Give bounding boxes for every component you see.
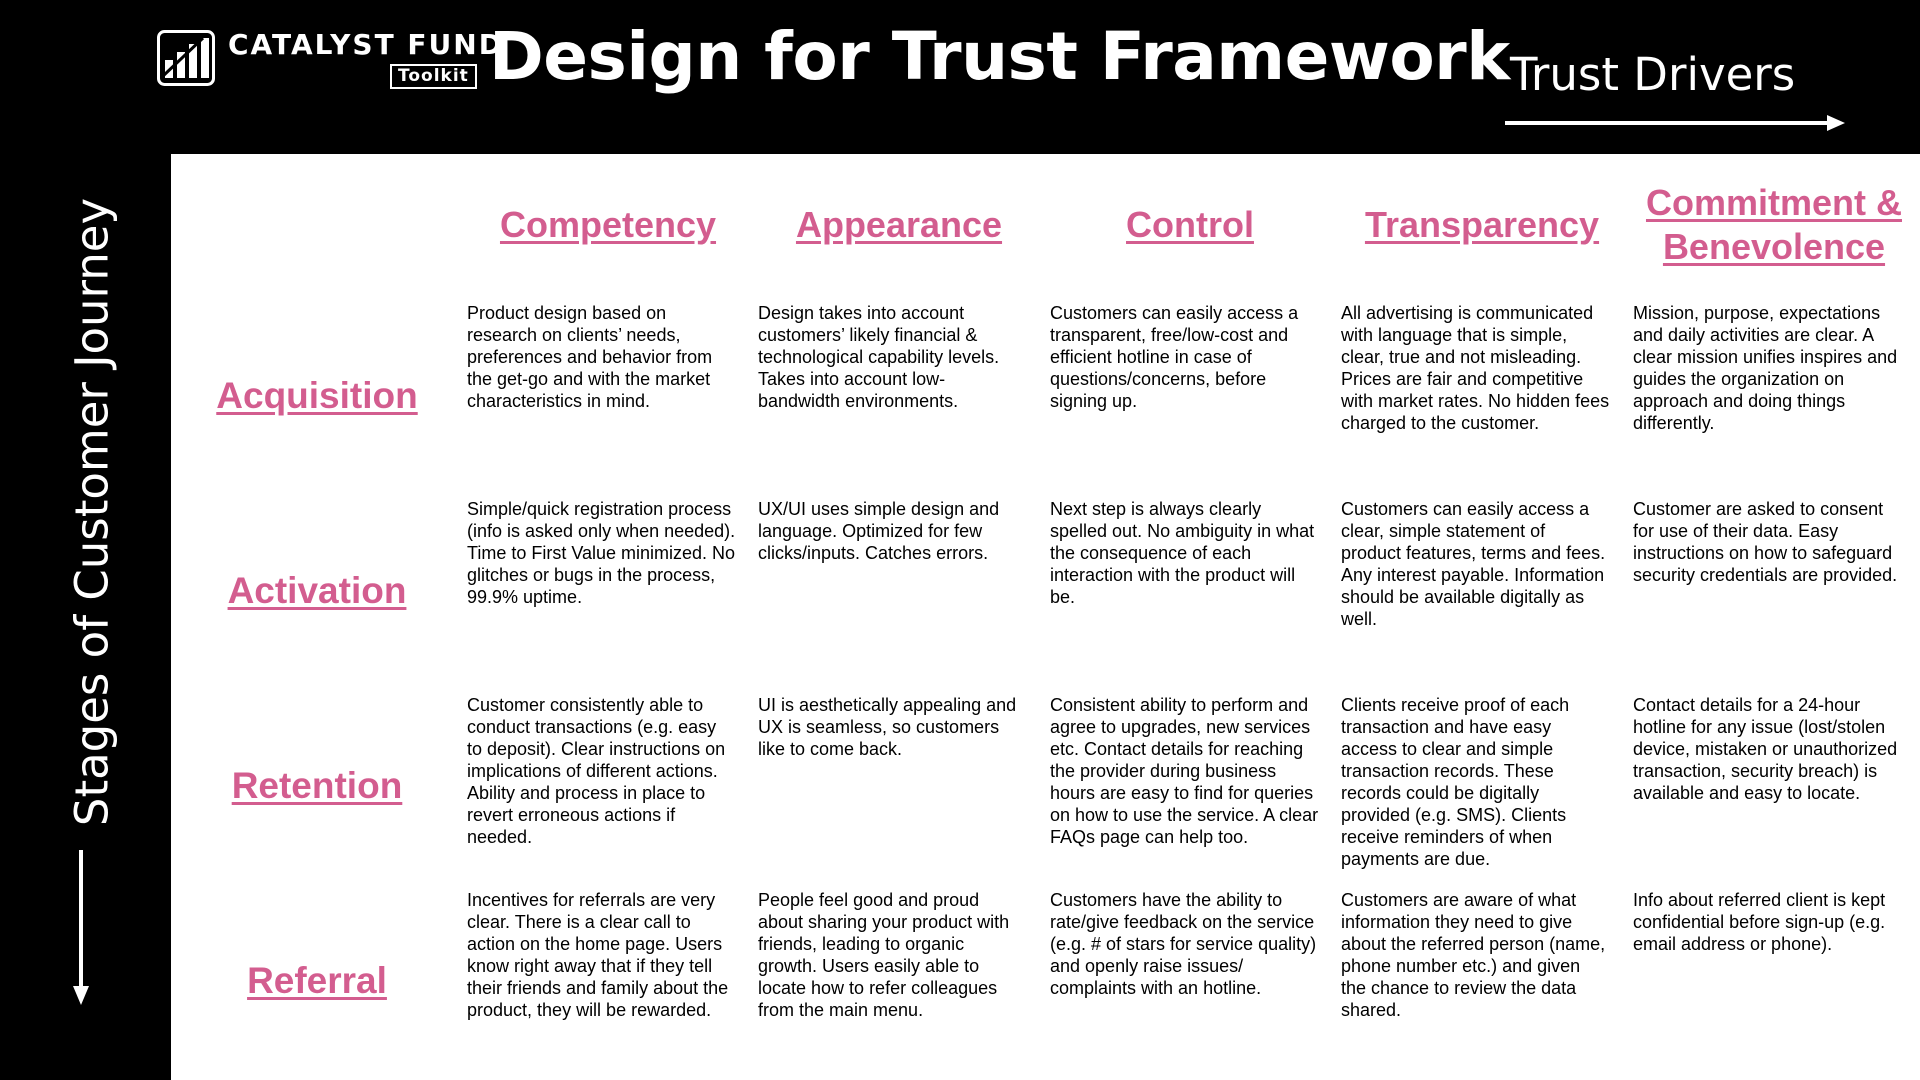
page-title: Design for Trust Framework [489,18,1510,95]
grid-cell: Simple/quick registration process (info is asked only when needed). Time to First Value minimized. No glitches or bugs in the process, 99.9% uptime. [467,499,736,607]
grid-cell: Clients receive proof of each transaction and have easy access to clear and simple transaction records. These records could be digitally provided (e.g. SMS). Clients receive reminders of when payments are due. [1341,695,1570,869]
grid-cell: Product design based on research on clients’ needs, preferences and behavior from the get-go and with the market characteristics in mind. [467,303,713,411]
catalyst-fund-logo [157,28,504,90]
logo-wordmark: CATALYST FUND [228,28,504,61]
grid-cell: UI is aesthetically appealing and UX is seamless, so customers like to come back. [758,695,1017,759]
row-header-activation[interactable]: Activation [227,570,407,611]
stages-of-customer-journey-label: Stages of Customer Journey [65,197,119,827]
logo-mark-icon [157,30,215,86]
column-header-competency[interactable]: Competency [499,204,717,245]
grid-cell: Design takes into account customers’ likely financial & technological capability levels. Takes into account low- bandwidth environments. [758,303,1000,411]
grid-cell: Incentives for referrals are very clear. There is a clear call to action on the home page. Users know right away that if they tell their friends and family about the product, they will be rewarded. [467,890,729,1020]
grid-cell: Customer are asked to consent for use of their data. Easy instructions on how to safeguard security credentials are provided. [1633,499,1898,585]
logo-badge: Toolkit [390,64,477,89]
grid-cell: Customers have the ability to rate/give feedback on the service (e.g. # of stars for service quality) and openly raise issues/ complaints with an hotline. [1050,890,1317,998]
column-header-transparency[interactable]: Transparency [1364,204,1600,245]
grid-cell: All advertising is communicated with language that is simple, clear, true and not misleading. Prices are fair and competitive with market rates. No hidden fees charged to the customer. [1341,303,1610,433]
grid-cell: Customers can easily access a clear, simple statement of product features, terms and fees. Any interest payable. Information should be available digitally as well. [1341,499,1606,629]
trust-drivers-label: Trust Drivers [1510,48,1796,101]
grid-cell: Customers are aware of what information they need to give about the referred person (name, phone number etc.) and given the chance to review the data shared. [1341,890,1606,1020]
grid-cell: Customer consistently able to conduct transactions (e.g. easy to deposit). Clear instructions on implications of different actions. Ability and process in place to revert erroneous actions if needed. [467,695,726,847]
grid-cell: UX/UI uses simple design and language. Optimized for few clicks/inputs. Catches errors. [758,499,1000,563]
grid-cell: Info about referred client is kept confidential before sign-up (e.g. email address or phone). [1633,890,1886,954]
grid-cell: Next step is always clearly spelled out. No ambiguity in what the consequence of each interaction with the product will be. [1050,499,1315,607]
row-header-retention[interactable]: Retention [231,765,403,806]
arrow-right-icon [1505,112,1845,134]
row-header-referral[interactable]: Referral [247,960,387,1001]
column-header-commitment[interactable]: Commitment & Benevolence [1645,182,1902,267]
column-header-control[interactable]: Control [1126,204,1254,245]
grid-cell: Mission, purpose, expectations and daily activities are clear. A clear mission unifies inspires and guides the organization on approach and doing things differently. [1633,303,1898,433]
grid-cell: Customers can easily access a transparent, free/low-cost and efficient hotline in case of questions/concerns, before signing up. [1050,303,1299,411]
row-header-acquisition[interactable]: Acquisition [216,375,418,416]
grid-cell: Consistent ability to perform and agree to upgrades, new services etc. Contact details for reaching the provider during business hours are easy to find for queries on how to use the service. A clear FAQs page can help too. [1050,695,1319,847]
grid-cell: Contact details for a 24-hour hotline for any issue (lost/stolen device, mistaken or unauthorized transaction, security breach) is available and easy to locate. [1633,695,1898,803]
grid-cell: People feel good and proud about sharing your product with friends, leading to organic growth. Users easily able to locate how to refer colleagues from the main menu. [758,890,1010,1020]
column-header-appearance[interactable]: Appearance [795,204,1003,245]
arrow-down-icon [70,850,92,1005]
